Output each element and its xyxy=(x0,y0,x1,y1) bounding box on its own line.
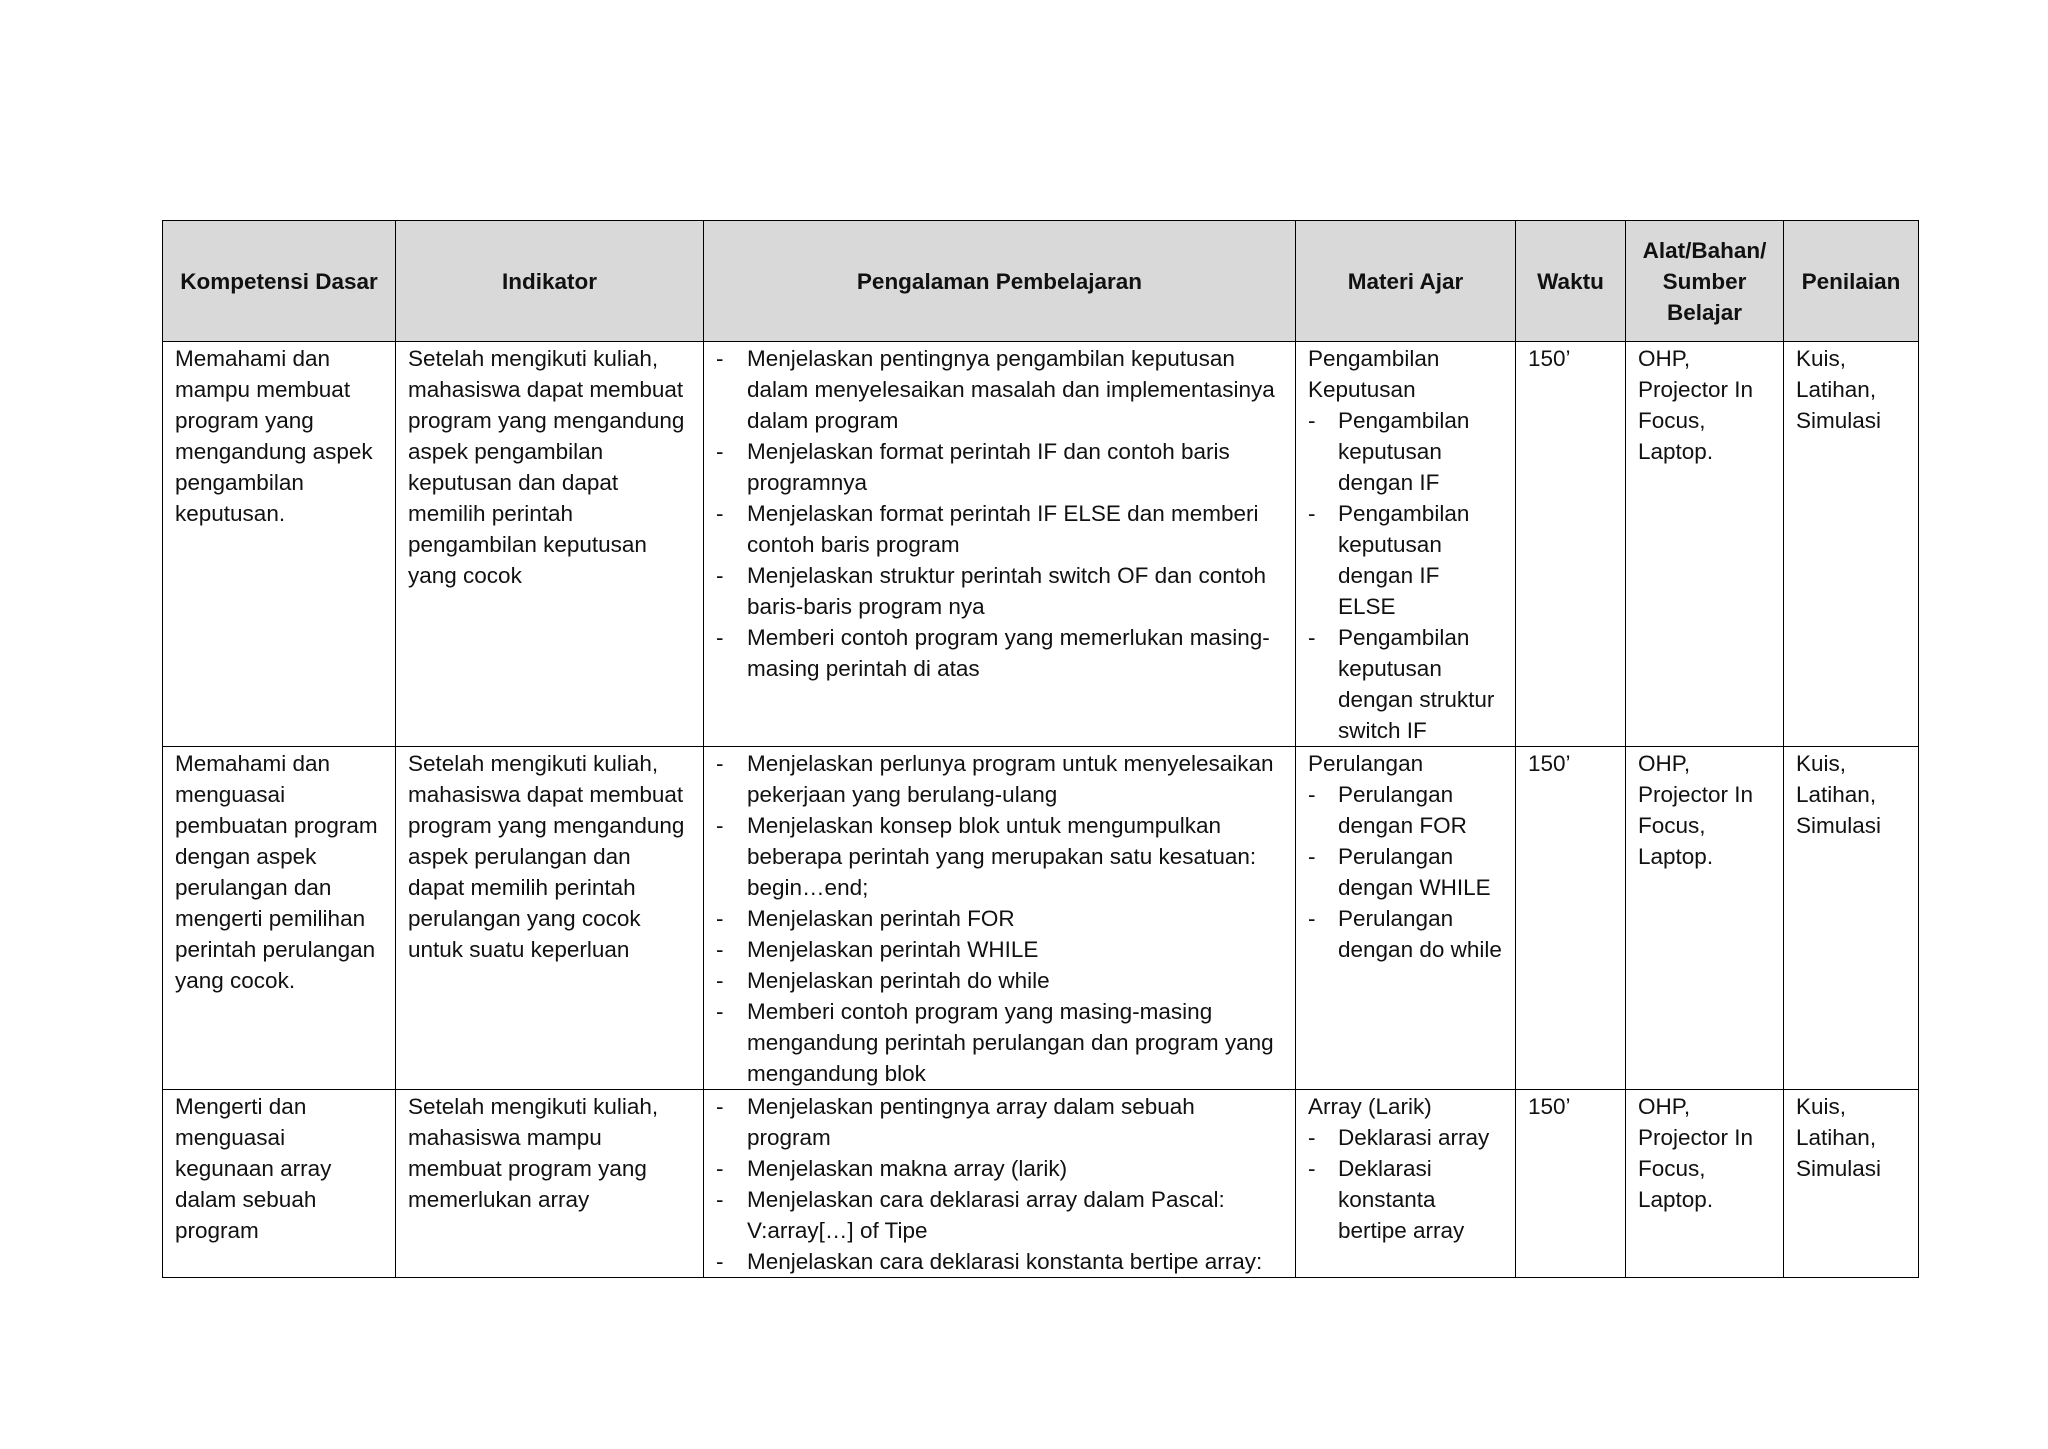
cell-materi xyxy=(1296,747,1516,1090)
header-waktu: Waktu xyxy=(1516,221,1626,342)
list-item: - Menjelaskan konsep blok untuk mengumpulkan beberapa perintah yang merupakan satu kesatuan: begin…end; xyxy=(716,810,1283,903)
header-penilaian: Penilaian xyxy=(1784,221,1919,342)
cell-kompetensi: Memahami dan mampu membuat program yang mengandung aspek pengambilan keputusan. xyxy=(163,342,396,747)
list-item: - Perulangan dengan FOR xyxy=(1308,779,1503,841)
list-item: - Pengambilan keputusan dengan IF xyxy=(1308,405,1503,498)
cell-pengalaman xyxy=(704,1090,1296,1278)
table-row xyxy=(163,747,1919,1090)
cell-alat: OHP, Projector In Focus, Laptop. xyxy=(1626,1090,1784,1278)
cell-kompetensi: Memahami dan menguasai pembuatan program dengan aspek perulangan dan mengerti pemilihan perintah perulangan yang cocok. xyxy=(163,747,396,1090)
list-item: - Menjelaskan format perintah IF ELSE dan memberi contoh baris program xyxy=(716,498,1283,560)
materi-list xyxy=(1308,405,1503,746)
list-item: - Perulangan dengan WHILE xyxy=(1308,841,1503,903)
cell-indikator: Setelah mengikuti kuliah, mahasiswa dapat membuat program yang mengandung aspek perulangan dan dapat memilih perintah perulangan yang cocok untuk suatu keperluan xyxy=(396,747,704,1090)
list-item: - Menjelaskan perintah WHILE xyxy=(716,934,1283,965)
list-item: - Perulangan dengan do while xyxy=(1308,903,1503,965)
cell-alat: OHP, Projector In Focus, Laptop. xyxy=(1626,747,1784,1090)
header-row xyxy=(163,221,1919,342)
header-kompetensi: Kompetensi Dasar xyxy=(163,221,396,342)
cell-waktu: 150’ xyxy=(1516,342,1626,747)
cell-indikator: Setelah mengikuti kuliah, mahasiswa mampu membuat program yang memerlukan array xyxy=(396,1090,704,1278)
pengalaman-list xyxy=(716,1091,1283,1277)
list-item: - Pengambilan keputusan dengan struktur switch IF xyxy=(1308,622,1503,746)
header-alat: Alat/Bahan/ Sumber Belajar xyxy=(1626,221,1784,342)
list-item: - Menjelaskan cara deklarasi konstanta bertipe array: xyxy=(716,1246,1283,1277)
table-row xyxy=(163,1090,1919,1278)
header-indikator: Indikator xyxy=(396,221,704,342)
list-item: - Menjelaskan perlunya program untuk menyelesaikan pekerjaan yang berulang-ulang xyxy=(716,748,1283,810)
cell-materi xyxy=(1296,342,1516,747)
list-item: - Menjelaskan struktur perintah switch OF dan contoh baris-baris program nya xyxy=(716,560,1283,622)
cell-waktu: 150’ xyxy=(1516,1090,1626,1278)
list-item: - Memberi contoh program yang memerlukan masing-masing perintah di atas xyxy=(716,622,1283,684)
cell-penilaian: Kuis, Latihan, Simulasi xyxy=(1784,1090,1919,1278)
cell-waktu: 150’ xyxy=(1516,747,1626,1090)
cell-pengalaman xyxy=(704,342,1296,747)
list-item: - Deklarasi array xyxy=(1308,1122,1503,1153)
header-pengalaman: Pengalaman Pembelajaran xyxy=(704,221,1296,342)
list-item: - Menjelaskan perintah FOR xyxy=(716,903,1283,934)
table-row xyxy=(163,342,1919,747)
cell-kompetensi: Mengerti dan menguasai kegunaan array dalam sebuah program xyxy=(163,1090,396,1278)
cell-materi xyxy=(1296,1090,1516,1278)
cell-pengalaman xyxy=(704,747,1296,1090)
list-item: - Menjelaskan format perintah IF dan contoh baris programnya xyxy=(716,436,1283,498)
cell-indikator: Setelah mengikuti kuliah, mahasiswa dapat membuat program yang mengandung aspek pengambilan keputusan dan dapat memilih perintah pengambilan keputusan yang cocok xyxy=(396,342,704,747)
list-item: - Menjelaskan pentingnya array dalam sebuah program xyxy=(716,1091,1283,1153)
cell-alat: OHP, Projector In Focus, Laptop. xyxy=(1626,342,1784,747)
list-item: - Menjelaskan pentingnya pengambilan keputusan dalam menyelesaikan masalah dan implementasinya dalam program xyxy=(716,343,1283,436)
list-item: - Pengambilan keputusan dengan IF ELSE xyxy=(1308,498,1503,622)
pengalaman-list xyxy=(716,343,1283,684)
syllabus-table xyxy=(162,220,1919,1278)
materi-title: Perulangan xyxy=(1308,751,1424,776)
list-item: - Menjelaskan makna array (larik) xyxy=(716,1153,1283,1184)
materi-list xyxy=(1308,779,1503,965)
list-item: - Menjelaskan cara deklarasi array dalam Pascal: V:array[…] of Tipe xyxy=(716,1184,1283,1246)
pengalaman-list xyxy=(716,748,1283,1089)
cell-penilaian: Kuis, Latihan, Simulasi xyxy=(1784,342,1919,747)
list-item: - Menjelaskan perintah do while xyxy=(716,965,1283,996)
materi-list xyxy=(1308,1122,1503,1246)
list-item: - Deklarasi konstanta bertipe array xyxy=(1308,1153,1503,1246)
materi-title: Array (Larik) xyxy=(1308,1094,1432,1119)
header-materi: Materi Ajar xyxy=(1296,221,1516,342)
cell-penilaian: Kuis, Latihan, Simulasi xyxy=(1784,747,1919,1090)
materi-title: Pengambilan Keputusan xyxy=(1308,346,1440,402)
list-item: - Memberi contoh program yang masing-masing mengandung perintah perulangan dan program yang mengandung blok xyxy=(716,996,1283,1089)
